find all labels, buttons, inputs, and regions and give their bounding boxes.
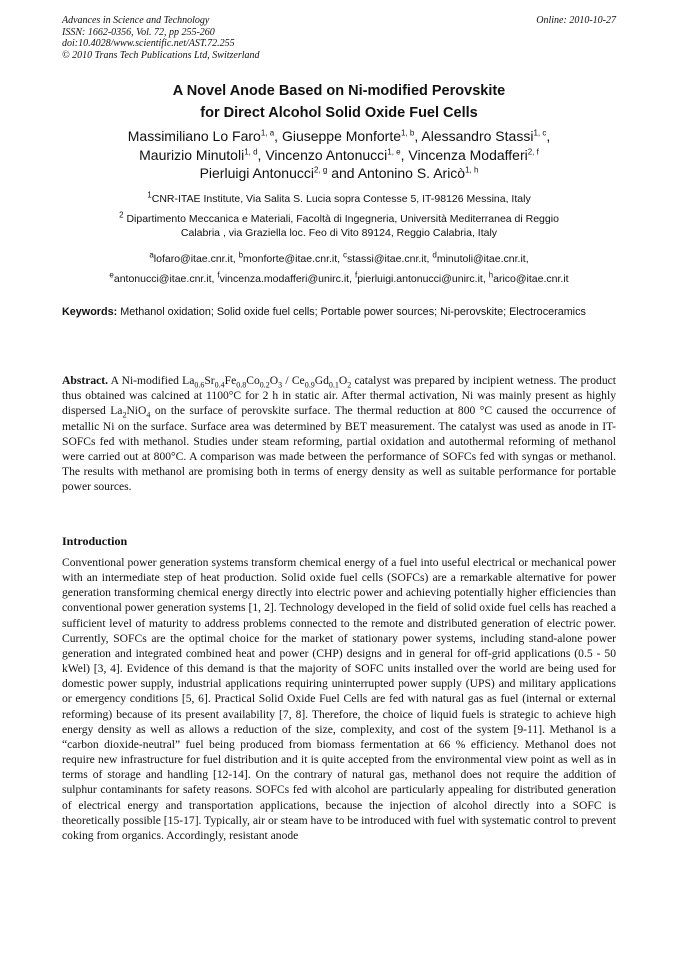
author-line-3 — [62, 164, 616, 183]
journal-name: Advances in Science and Technology — [62, 15, 210, 26]
email-line-2: $^e$antonucci@itae.cnr.it, $^f$vincenza.modafferi@unirc.it, $^f$pierluigi.antonucci@unirc.it, $^h$arico@itae.cnr.it — [109, 270, 569, 285]
author-sup: 2, f — [527, 146, 539, 156]
author-line-1: Massimiliano Lo Faro$^{1, a}$, Giuseppe Monforte$^{1, b}$, Alessandro Stassi$^{1, c}$, — [127, 128, 551, 144]
issn-line: ISSN: 1662-0356, Vol. 72, pp 255-260 — [62, 26, 215, 38]
email-sup: f — [217, 270, 220, 280]
author-name: Antonino S. Aricò — [357, 165, 466, 181]
email-link[interactable]: arico@itae.cnr.it — [493, 273, 569, 285]
author-name: Vincenzo Antonucci — [265, 146, 388, 163]
abstract-label: Abstract. — [62, 374, 109, 387]
author-and: and — [331, 165, 355, 181]
doi-line: doi:10.4028/www.scientific.net/AST.72.255 — [62, 38, 235, 49]
email-sup: a — [149, 250, 154, 260]
affiliation-1 — [62, 192, 616, 206]
author-sup: 1, h — [465, 165, 479, 175]
email-link[interactable]: vincenza.modafferi@unirc.it — [219, 273, 350, 285]
author-name: Pierluigi Antonucci — [199, 165, 314, 181]
abstract: Abstract. A Ni-modified $La_{0.6}Sr_{0.4}Fe_{0.8}Co_{0.2}O_3 / Ce_{0.9}Gd_{0.1}O_2$ catalyst was prepared by incipient wetness. The product thus obtained was calcined at 1100°C for 2 h in static air. After thermal activation, Ni was mainly present as highly dispersed $La_2NiO_4$ on the surface of perovskite surface. The thermal reduction at 800 °C caused the occurrence of metallic Ni on the surface. Surface area was determined by BET measurement. The catalyst was used as anode in IT-SOFCs fed with methanol. Studies under steam reforming, partial oxidation and autothermal reforming of methanol were carried out at 800°C. A comparison was made between the performance of SOFCs fed with syngas or methanol. The results with methanol are promising both in terms of energy density as well as suitable performance for portable power sources. — [62, 374, 616, 494]
email-link[interactable]: antonucci@itae.cnr.it — [113, 273, 212, 285]
author-name: Massimiliano Lo Faro — [127, 128, 261, 144]
author-line-2: Maurizio Minutoli$^{1, d}$, Vincenzo Antonucci$^{1, e}$, Vincenza Modafferi$^{2, f}$ — [139, 146, 539, 163]
email-line-1: $^a$lofaro@itae.cnr.it, $^b$monforte@itae.cnr.it, $^c$stassi@itae.cnr.it, $^d$minutoli@itae.cnr.it, — [149, 250, 529, 265]
email-link[interactable]: pierluigi.antonucci@unirc.it — [357, 273, 483, 285]
author-name: Maurizio Minutoli — [139, 146, 245, 163]
affiliation-2 — [62, 212, 616, 240]
email-list — [62, 249, 616, 289]
email-sup: e — [109, 270, 114, 280]
email-link[interactable]: lofaro@itae.cnr.it — [153, 253, 233, 265]
author-name: Alessandro Stassi — [421, 128, 534, 144]
title-line-2: for Direct Alcohol Solid Oxide Fuel Cells — [200, 105, 478, 121]
author-sup: 1, c — [533, 128, 547, 138]
affiliation-text: Dipartimento Meccanica e Materiali, Facoltà di Ingegneria, Università Mediterranea di Reggio — [126, 213, 559, 225]
keywords-label: Keywords: — [62, 306, 118, 318]
email-sup: b — [238, 250, 244, 260]
author-list — [62, 127, 616, 183]
email-sup: c — [343, 250, 348, 260]
paper-title — [62, 80, 616, 124]
author-sup: 1, a — [260, 128, 275, 138]
journal-header — [62, 15, 616, 61]
section-heading-introduction: Introduction — [62, 534, 128, 548]
author-name: Giuseppe Monforte — [281, 128, 402, 144]
author-sup: 1, b — [401, 128, 415, 138]
title-line-1: A Novel Anode Based on Ni-modified Perovskite — [172, 83, 506, 99]
author-sup: 2, g — [313, 165, 328, 175]
email-link[interactable]: stassi@itae.cnr.it — [347, 253, 427, 265]
keywords — [62, 305, 616, 319]
author-sup: 1, e — [387, 146, 401, 156]
email-link[interactable]: monforte@itae.cnr.it — [243, 253, 338, 265]
introduction-body: Conventional power generation systems transform chemical energy of a fuel into useful electrical or mechanical power with an intermediate step of heat production. Solid oxide fuel cells (SOFCs) are a remarkable alternative for power generation transforming chemical energy directly into electric power and achieving potentially higher efficiencies than conventional power generation systems [1, 2]. Technology developed in the field of solid oxide fuel cells has reached a sufficient level of maturity to address problems connected to the remote and distributed generation of electric power. Currently, SOFCs are the optimal choice for the market of stationary power systems, including stand-alone power generation and integrated combined heat and power (CHP) designs and in general for off-grid applications (0.5 - 50 kWel) [3, 4]. Evidence of this demand is that the majority of SOFC units installed over the world are being used for domestic power supply, industrial applications requiring uninterrupted power supply (UPS) and military applications or emergency conditions [5, 6]. Practical Solid Oxide Fuel Cells are fed with natural gas as fuel (internal or external reforming) because of its present availability [7, 8]. Therefore, the choice of liquid fuels is strategic to achieve high energy density as well as allows a reduction of the size, complexity, and cost of the system [9-11]. Methanol is a “carbon dioxide-neutral” fuel being produced from biomass fermentation at 66 % efficiency. Methanol does not require new infrastructure for fuel distribution and it is quite accepted from the environmental view point as well as in terms of storage and handling [12-14]. On the contrary of natural gas, methanol does not require the addition of sulphur contaminants for safety reasons. SOFCs fed with alcohol are particularly appealing for distributed generation of electrical energy and transportation applications, because the injection of alcohol directly into a SOFC is theoretically possible [15-17]. Typically, air or steam have to be introduced with fuel with systematic control to prevent coking from organics. Accordingly, resistant anode — [62, 556, 616, 842]
email-link[interactable]: minutoli@itae.cnr.it — [436, 253, 526, 265]
email-sup: h — [488, 270, 494, 280]
affiliation-sup: 1 — [147, 190, 152, 200]
email-sup: f — [354, 270, 358, 280]
author-name: Vincenza Modafferi — [408, 146, 528, 163]
online-date: Online: 2010-10-27 — [536, 15, 616, 26]
copyright-line: © 2010 Trans Tech Publications Ltd, Switzerland — [62, 49, 260, 61]
keywords-text: Methanol oxidation; Solid oxide fuel cells; Portable power sources; Ni-perovskite; Electroceramics — [120, 306, 586, 318]
author-sup: 1, d — [244, 146, 258, 156]
email-sup: d — [432, 250, 437, 260]
affiliation-text: CNR-ITAE Institute, Via Salita S. Lucia sopra Contesse 5, IT-98126 Messina, Italy — [151, 193, 531, 205]
affiliation-text: Calabria , via Graziella loc. Feo di Vito 89124, Reggio Calabria, Italy — [180, 227, 498, 239]
affiliation-sup: 2 — [119, 210, 124, 220]
